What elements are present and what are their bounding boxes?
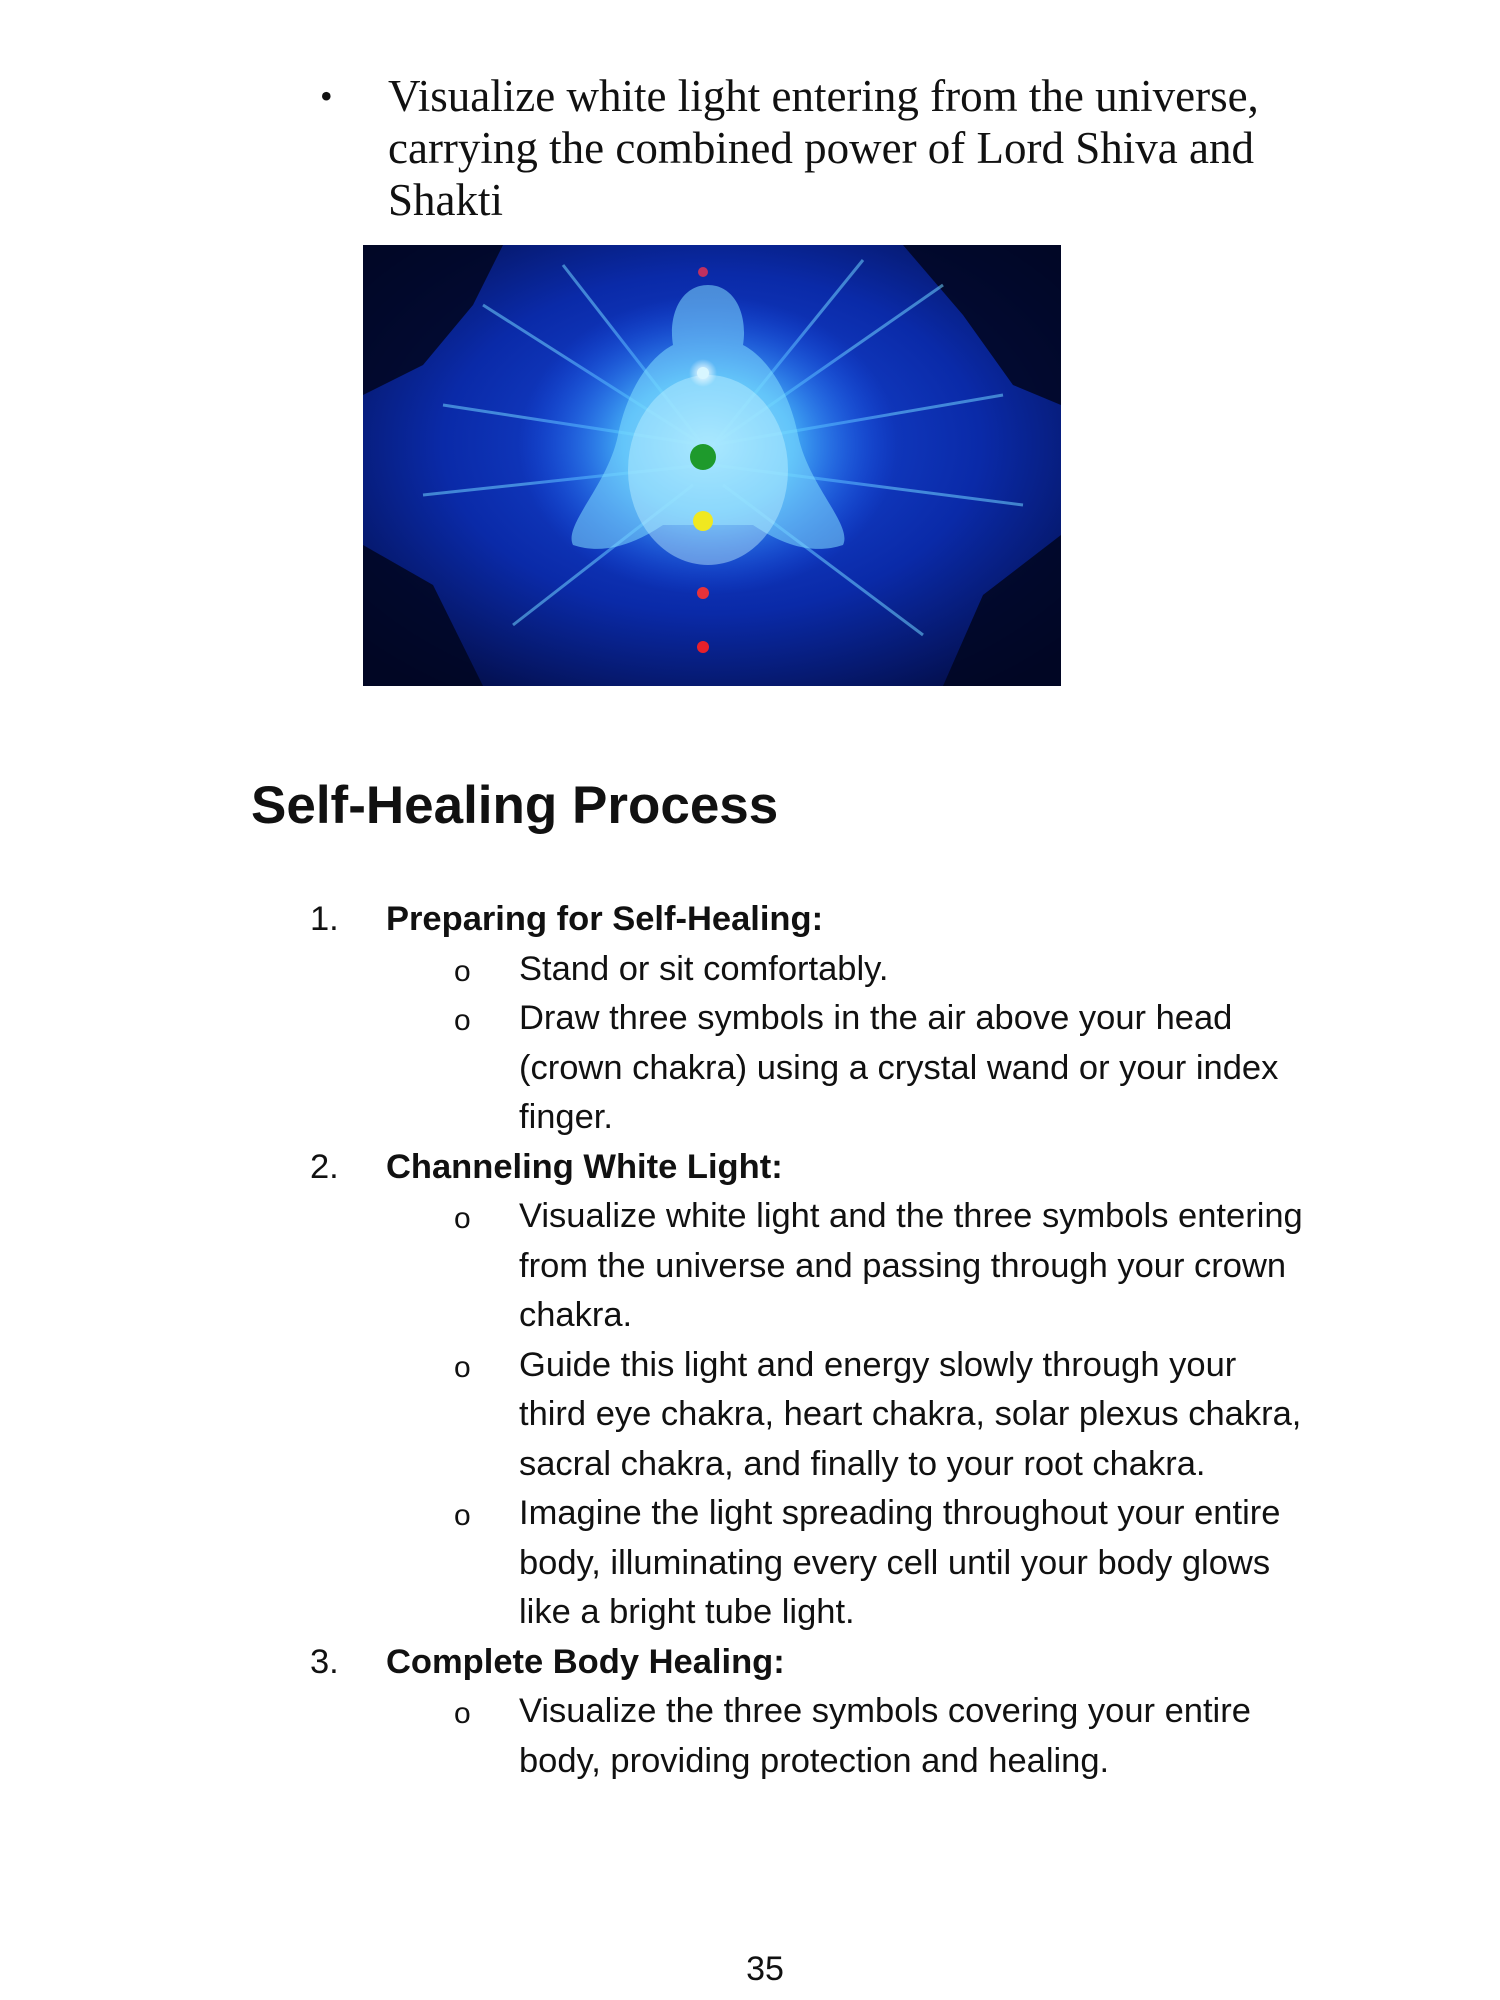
chakra-figure-graphic xyxy=(363,245,1061,686)
chakra-meditation-image xyxy=(363,245,1061,686)
sub-bullet-marker: o xyxy=(454,1004,471,1037)
page-number: 35 xyxy=(746,1950,784,1988)
section-title: Self-Healing Process xyxy=(251,776,779,835)
sub-bullet-marker: o xyxy=(454,1350,471,1384)
healing-steps-list xyxy=(310,895,1310,1786)
step-3 xyxy=(310,1638,1310,1787)
sub-item xyxy=(310,945,1310,995)
step-heading xyxy=(310,1143,1310,1193)
sub-item xyxy=(310,1687,1310,1786)
step-2 xyxy=(310,1143,1310,1638)
sub-item xyxy=(310,1192,1310,1341)
sub-bullet-marker: o xyxy=(454,1202,471,1235)
step-title: Complete Body Healing: xyxy=(386,1642,785,1681)
sub-item-text: Stand or sit comfortably. xyxy=(519,949,889,988)
step-heading xyxy=(310,1638,1310,1688)
sub-bullet-marker: o xyxy=(454,1499,471,1532)
sub-item-text: Visualize white light and the three symbols entering from the universe and passing through your crown chakra. xyxy=(519,1197,1303,1334)
step-title: Channeling White Light: xyxy=(386,1147,783,1186)
intro-bullet xyxy=(320,70,1300,226)
step-1 xyxy=(310,895,1310,1143)
sub-item xyxy=(310,994,1310,1143)
step-number: 1. xyxy=(310,900,339,938)
sub-item-text: Visualize the three symbols covering your entire body, providing protection and healing. xyxy=(519,1692,1251,1780)
bullet-marker: • xyxy=(320,76,333,116)
sub-bullet-marker: o xyxy=(454,954,471,988)
step-title: Preparing for Self-Healing: xyxy=(386,900,824,938)
step-number: 3. xyxy=(310,1642,339,1681)
sub-bullet-marker: o xyxy=(454,1697,471,1730)
step-number: 2. xyxy=(310,1147,339,1186)
sub-item-text: Draw three symbols in the air above your head (crown chakra) using a crystal wand or your index finger. xyxy=(519,999,1279,1136)
step-heading xyxy=(310,895,1310,945)
sub-item-text: Imagine the light spreading throughout your entire body, illuminating every cell until your body glows like a bright tube light. xyxy=(519,1494,1281,1631)
sub-item xyxy=(310,1489,1310,1638)
sub-item-text: Guide this light and energy slowly through your third eye chakra, heart chakra, solar plexus chakra, sacral chakra, and finally to your root chakra. xyxy=(519,1345,1302,1483)
intro-bullet-text: Visualize white light entering from the universe, carrying the combined power of Lord Shiva and Shakti xyxy=(388,71,1259,225)
sub-item xyxy=(310,1341,1310,1490)
